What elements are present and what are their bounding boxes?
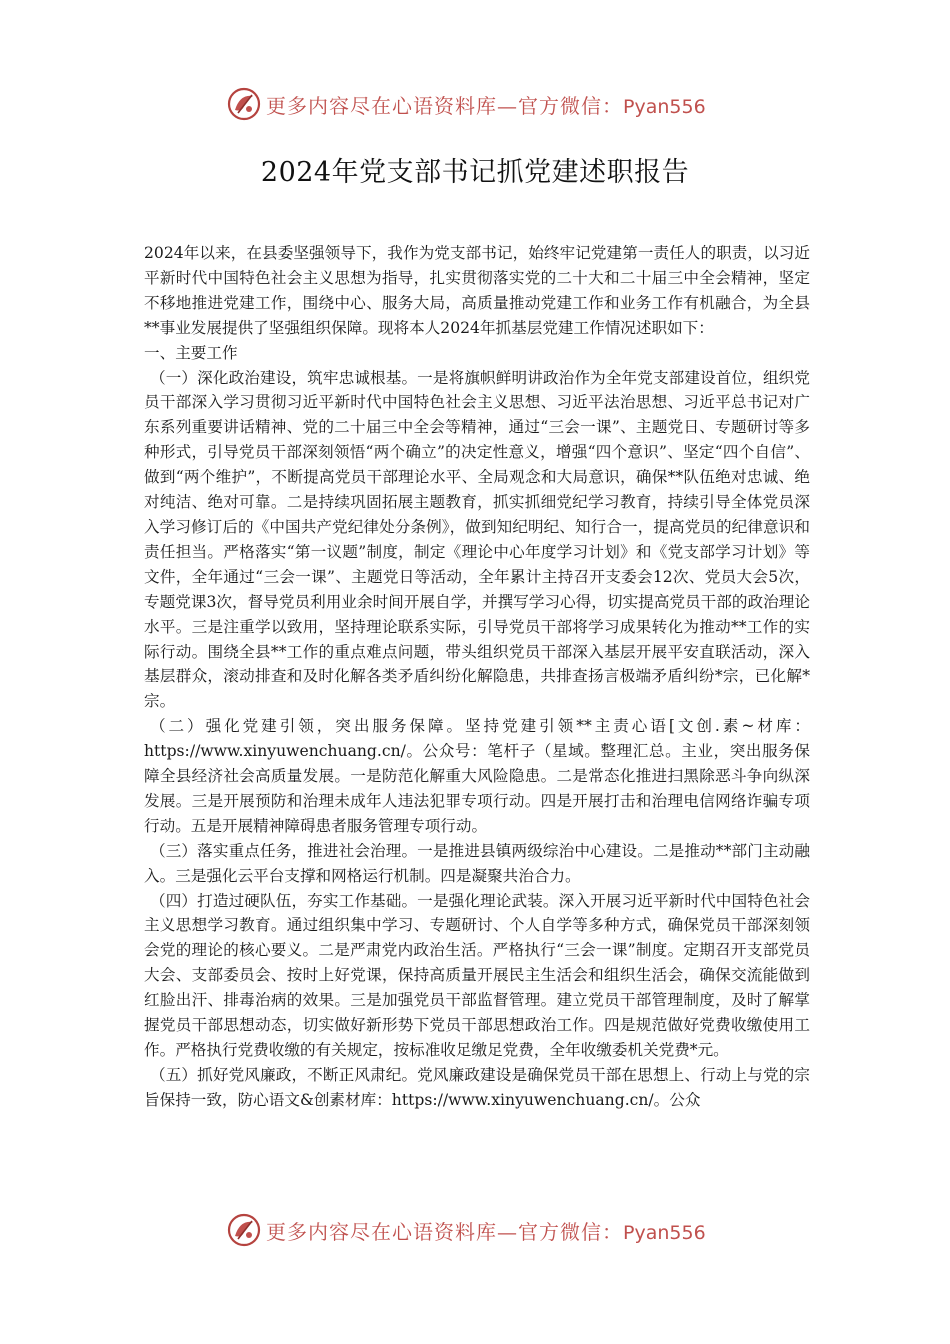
- banner-wechat-id: Pyan556: [623, 1221, 706, 1244]
- banner-text: [266, 1216, 706, 1245]
- document-title: 2024年党支部书记抓党建述职报告: [260, 157, 690, 188]
- document-body: [144, 241, 810, 1113]
- banner-wechat-id: Pyan556: [623, 95, 706, 118]
- intro-paragraph: 2024年以来，在县委坚强领导下，我作为党支部书记，始终牢记党建第一责任人的职责，以习近平新时代中国特色社会主义思想为指导，扎实贯彻落实党的二十大和二十届三中全会精神，坚定不移地推进党建工作，围绕中心、服务大局，高质量推动党建工作和业务工作有机融合，为全县**事业发展提供了坚强组织保障。现将本人2024年抓基层党建工作情况述职如下：: [144, 244, 810, 337]
- subsection-paragraph-4: （四）打造过硬队伍，夯实工作基础。一是强化理论武装。深入开展习近平新时代中国特色社会主义思想学习教育。通过组织集中学习、专题研讨、个人自学等多种方式，确保党员干部深刻领会党的理论的核心要义。二是严肃党内政治生活。严格执行“三会一课”制度。定期召开支部党员大会、支部委员会、按时上好党课，保持高质量开展民主生活会和组织生活会，确保交流能做到红脸出汗、排毒治病的效果。三是加强党员干部监督管理。建立党员干部管理制度，及时了解掌握党员干部思想动态，切实做好新形势下党员干部思想政治工作。四是规范做好党费收缴使用工作。严格执行党费收缴的有关规定，按标准收足缴足党费，全年收缴委机关党费*元。: [144, 891, 810, 1059]
- footer-banner: [226, 1210, 726, 1250]
- brand-logo-icon: [226, 86, 262, 122]
- banner-main-text: 更多内容尽在心语资料库—官方微信：: [266, 93, 623, 118]
- banner-text: [266, 90, 706, 119]
- subsection-paragraph-5: （五）抓好党风廉政，不断正风肃纪。党风廉政建设是确保党员干部在思想上、行动上与党的宗旨保持一致，防心语文&创素材库：https://www.xinyuwenchuang.cn/。公众: [144, 1065, 810, 1109]
- subsection-paragraph-3: （三）落实重点任务，推进社会治理。一是推进县镇两级综治中心建设。二是推动**部门主动融入。三是强化云平台支撑和网格运行机制。四是凝聚共治合力。: [144, 841, 810, 885]
- brand-logo-icon: [226, 1212, 262, 1248]
- section-heading: 一、主要工作: [144, 343, 238, 362]
- header-banner: [226, 84, 726, 124]
- banner-main-text: 更多内容尽在心语资料库—官方微信：: [266, 1219, 623, 1244]
- subsection-paragraph-1: （一）深化政治建设，筑牢忠诚根基。一是将旗帜鲜明讲政治作为全年党支部建设首位，组织党员干部深入学习贯彻习近平新时代中国特色社会主义思想、习近平法治思想、习近平总书记对广东系列重要讲话精神、党的二十届三中全会等精神，通过“三会一课”、主题党日、专题研讨等多种形式，引导党员干部深刻领悟“两个确立”的决定性意义，增强“四个意识”、坚定“四个自信”、做到“两个维护”，不断提高党员干部理论水平、全局观念和大局意识，确保**队伍绝对忠诚、绝对纯洁、绝对可靠。二是持续巩固拓展主题教育，抓实抓细党纪学习教育，持续引导全体党员深入学习修订后的《中国共产党纪律处分条例》，做到知纪明纪、知行合一，提高党员的纪律意识和责任担当。严格落实“第一议题”制度，制定《理论中心年度学习计划》和《党支部学习计划》等文件，全年通过“三会一课”、主题党日等活动，全年累计主持召开支委会12次、党员大会5次，专题党课3次，督导党员利用业余时间开展自学，并撰写学习心得，切实提高党员干部的政治理论水平。三是注重学以致用，坚持理论联系实际，引导党员干部将学习成果转化为推动**工作的实际行动。围绕全县**工作的重点难点问题，带头组织党员干部深入基层开展平安直联活动，深入基层群众，滚动排查和及时化解各类矛盾纠纷化解隐患，共排查扬言极端矛盾纠纷*宗，已化解*宗。: [144, 368, 810, 711]
- subsection-paragraph-2: （二）强化党建引领，突出服务保障。坚持党建引领**主责心语[文创.素~材库：https://www.xinyuwenchuang.cn/。公众号：笔杆子（星域。整理汇总。主业，突出服务保障全县经济社会高质量发展。一是防范化解重大风险隐患。二是常态化推进扫黑除恶斗争向纵深发展。三是开展预防和治理未成年人违法犯罪专项行动。四是开展打击和治理电信网络诈骗专项行动。五是开展精神障碍患者服务管理专项行动。: [144, 717, 810, 835]
